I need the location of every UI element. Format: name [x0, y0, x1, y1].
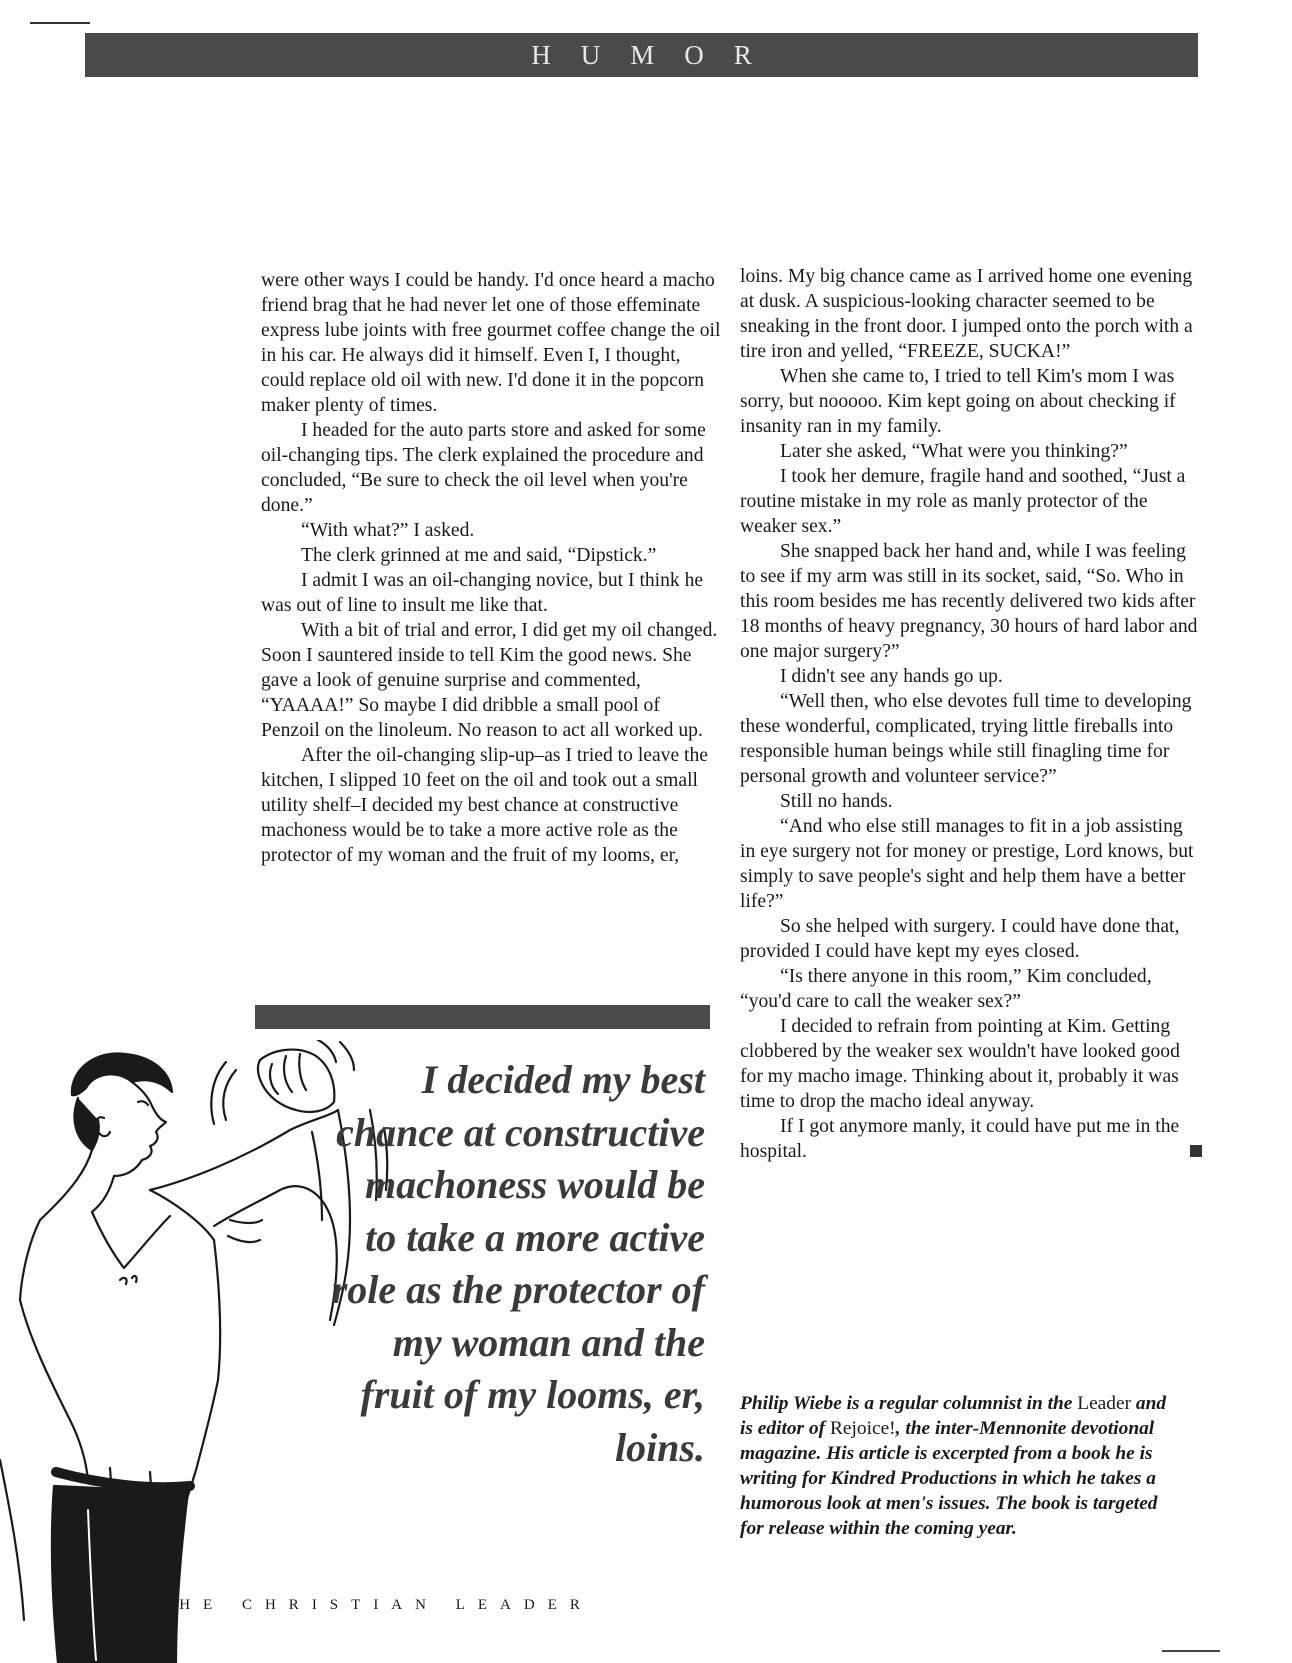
paragraph: She snapped back her hand and, while I was feeling to see if my arm was still in its socket, said, “So. Who in this room besides me has recently delivered two kids after 18 months of heavy pregnancy, 30 hours of hard labor and one major surgery?”	[740, 541, 1198, 662]
chest	[150, 1190, 214, 1240]
publication-name: THE CHRISTIAN LEADER	[157, 1596, 593, 1613]
page-number: 10	[110, 1596, 128, 1613]
paragraph: The clerk grinned at me and said, “Dipstick.”	[301, 545, 657, 566]
bio-rejoice: Rejoice!	[829, 1418, 896, 1439]
paragraph: I didn't see any hands go up.	[780, 666, 1003, 687]
bottom-rule	[1162, 1650, 1220, 1652]
fist-fingers	[270, 1054, 306, 1094]
bio-text: , the inter-Mennonite devotional magazine. His article is excerpted from a book he is writing for Kindred Productions in which he takes a humorous look at men's issues. The book is targeted for release within the coming year.	[740, 1418, 1158, 1539]
paragraph: I headed for the auto parts store and asked for some oil-changing tips. The clerk explained the procedure and concluded, “Be sure to check the oil level when you're done.”	[261, 420, 706, 516]
neck-front	[92, 1176, 114, 1212]
neck-back	[40, 1150, 92, 1220]
paragraph: I decided to refrain from pointing at Kim. Getting clobbered by the weaker sex wouldn't have looked good for my macho image. Thinking about it, probably it was time to drop the macho ideal anyway.	[740, 1016, 1180, 1112]
pants	[52, 1486, 188, 1663]
paragraph: were other ways I could be handy. I'd once heard a macho friend brag that he had never let one of those effeminate express lube joints with free gourmet coffee change the oil in his car. He always did it himself. Even I, I thought, could replace old oil with new. I'd done it in the popcorn maker plenty of times.	[261, 270, 721, 416]
paragraph: I admit I was an oil-changing novice, but I think he was out of line to insult me like that.	[261, 570, 704, 616]
bicep	[214, 1186, 337, 1320]
paragraph: Later she asked, “What were you thinking?”	[780, 441, 1128, 462]
paragraph-text: If I got anymore manly, it could have put me in the hospital.	[740, 1116, 1180, 1162]
face	[114, 1082, 166, 1176]
final-paragraph	[740, 1114, 1202, 1164]
paragraph: “Is there anyone in this room,” Kim concluded, “you'd care to call the weaker sex?”	[740, 966, 1152, 1012]
section-header-bar	[85, 33, 1198, 77]
upper-arm-top	[150, 1110, 338, 1190]
paragraph: With a bit of trial and error, I did get my oil changed. Soon I sauntered inside to tell Kim the good news. She gave a look of genuine surprise and commented, “YAAAA!” So maybe I did dribble a small pool of Penzoil on the linoleum. No reason to act all worked up.	[261, 620, 718, 741]
shoulder	[20, 1220, 40, 1300]
paragraph: I took her demure, fragile hand and soothed, “Just a routine mistake in my role as manly protector of the weaker sex.”	[740, 466, 1186, 537]
arm-left-edge	[0, 1460, 24, 1620]
page-footer	[110, 1596, 593, 1614]
paragraph: When she came to, I tried to tell Kim's mom I was sorry, but nooooo. Kim kept going on about checking if insanity ran in my family.	[740, 366, 1176, 437]
footer-separator: •	[137, 1596, 144, 1613]
armpit-lines	[228, 1220, 262, 1242]
paragraph: loins. My big chance came as I arrived home one evening at dusk. A suspicious-looking character seemed to be sneaking in the front door. I jumped onto the porch with a tire iron and yelled, “FREEZE, SUCKA!”	[740, 266, 1193, 362]
fist	[258, 1050, 335, 1112]
eye	[138, 1101, 148, 1105]
paragraph: “Well then, who else devotes full time to developing these wonderful, complicated, trying little fireballs into responsible human beings while still finagling time for personal growth and volunteer service?”	[740, 691, 1192, 787]
paragraph: So she helped with surgery. I could have done that, provided I could have kept my eyes closed.	[740, 916, 1180, 962]
belt	[56, 1472, 190, 1487]
bio-text: and is editor of	[740, 1393, 1167, 1439]
paragraph: “With what?” I asked.	[301, 520, 475, 541]
forearm-inner	[312, 1132, 322, 1220]
top-rule	[30, 22, 90, 24]
bio-leader: Leader	[1077, 1393, 1132, 1414]
motion-lines-left	[211, 1062, 236, 1124]
paragraph: “And who else still manages to fit in a job assisting in eye surgery not for money or prestige, Lord knows, but simply to save people's sight and help them have a better life?”	[740, 816, 1194, 912]
shirt-side	[214, 1240, 220, 1380]
bio-text: Philip Wiebe is a regular columnist in the	[740, 1393, 1078, 1414]
chest-hair	[120, 1276, 137, 1284]
pull-quote-bar	[255, 1005, 710, 1029]
end-mark-icon	[1190, 1145, 1202, 1157]
pull-quote: I decided my best chance at constructive machoness would be to take a more active role as the protector of my woman and the fruit of my looms, er, loins.	[331, 1057, 705, 1470]
left-column	[261, 268, 721, 868]
section-title: HUMOR	[531, 39, 782, 70]
paragraph: Still no hands.	[780, 791, 893, 812]
hair	[72, 1053, 172, 1095]
torso-left	[20, 1300, 88, 1480]
shirt-strap	[92, 1212, 170, 1268]
right-column	[740, 264, 1202, 1164]
author-bio	[740, 1391, 1180, 1541]
paragraph: After the oil-changing slip-up–as I tried to leave the kitchen, I slipped 10 feet on the oil and took out a small utility shelf–I decided my best chance at constructive machoness would be to take a more active role as the protector of my woman and the fruit of my looms, er,	[261, 745, 708, 866]
